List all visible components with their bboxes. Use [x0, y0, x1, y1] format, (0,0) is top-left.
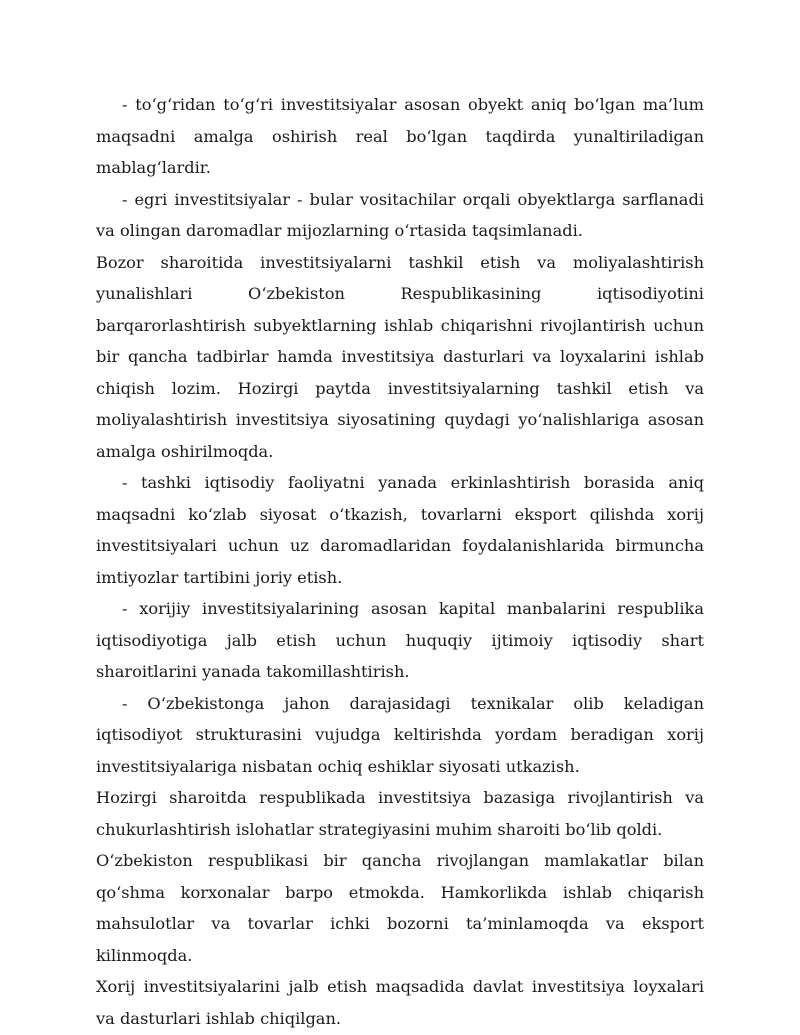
document-page: [96, 89, 704, 1034]
paragraph-direct-investments: - to‘g‘ridan to‘g‘ri investitsiyalar asosan obyekt aniq bo‘lgan ma’lum maqsadni amalga oshirish real bo‘lgan taqdirda yunaltiriladigan mablag‘lardir.: [96, 95, 704, 177]
paragraph-joint-ventures: O‘zbekiston respublikasi bir qancha rivojlangan mamlakatlar bilan qo‘shma korxonalar barpo etmokda. Hamkorlikda ishlab chiqarish mahsulotlar va tovarlar ichki bozorni ta’minlamoqda va eksport kilinmoqda.: [96, 851, 704, 965]
paragraph-market-conditions: Bozor sharoitida investitsiyalarni tashkil etish va moliyalashtirish yunalishlari O‘zbekiston Respublikasining iqtisodiyotini barqarorlashtirish subyektlarning ishlab chiqarishni rivojlantirish uchun bir qancha tadbirlar hamda investitsiya dasturlari va loyxalarini ishlab chiqish lozim. Hozirgi paytda investitsiyalarning tashkil etish va moliyalashtirish investitsiya siyosatining quydagi yo‘nalishlariga asosan amalga oshirilmoqda.: [96, 252, 704, 461]
paragraph-foreign-capital: - xorijiy investitsiyalarining asosan kapital manbalarini respublika iqtisodiyotiga jalb etish uchun huquqiy ijtimoiy iqtisodiy shart sharoitlarini yanada takomillashtirish.: [96, 599, 704, 681]
paragraph-indirect-investments: - egri investitsiyalar - bular vositachilar orqali obyektlarga sarflanadi va olingan daromadlar mijozlarning o‘rtasida taqsimlanadi.: [96, 189, 704, 240]
paragraph-state-programs: Xorij investitsiyalarini jalb etish maqsadida davlat investitsiya loyxalari va dasturlari ishlab chiqilgan.: [96, 977, 704, 1028]
paragraph-foreign-economic-activity: - tashki iqtisodiy faoliyatni yanada erkinlashtirish borasida aniq maqsadni ko‘zlab siyosat o‘tkazish, tovarlarni eksport qilishda xorij investitsiyalari uchun uz daromadlaridan foydalanishlarida birmuncha imtiyozlar tartibini joriy etish.: [96, 473, 704, 587]
paragraph-open-door-policy: - O‘zbekistonga jahon darajasidagi texnikalar olib keladigan iqtisodiyot strukturasini vujudga keltirishda yordam beradigan xorij investitsiyalariga nisbatan ochiq eshiklar siyosati utkazish.: [96, 693, 704, 776]
paragraph-current-conditions: Hozirgi sharoitda respublikada investitsiya bazasiga rivojlantirish va chukurlashtirish islohatlar strategiyasini muhim sharoiti bo‘lib qoldi.: [96, 788, 704, 839]
